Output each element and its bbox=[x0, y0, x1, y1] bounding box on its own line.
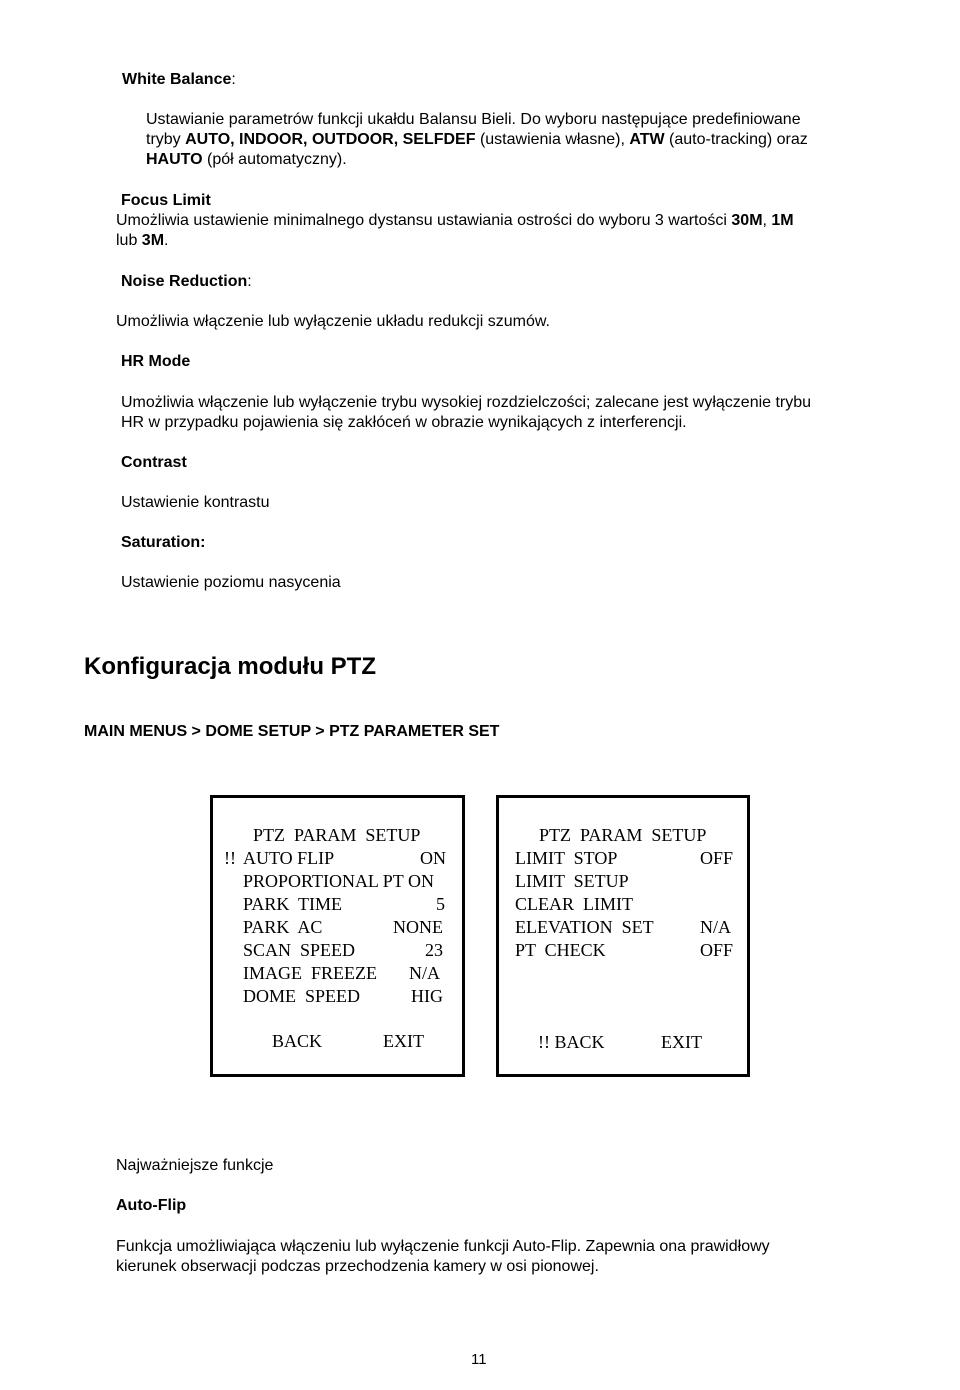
osd-row-value: 5 bbox=[436, 894, 445, 914]
white-balance-line-3: HAUTO (pół automatyczny). bbox=[146, 151, 347, 168]
osd-row-value: HIG bbox=[411, 986, 443, 1006]
osd-row-value: NONE bbox=[393, 917, 443, 937]
osd-exit-item: EXIT bbox=[383, 1031, 424, 1051]
osd-row-marker: !! bbox=[224, 848, 236, 868]
osd-title: PTZ PARAM SETUP bbox=[539, 825, 707, 845]
osd-menu-ptz-param-setup-2 bbox=[496, 795, 750, 1077]
focus-limit-line-1: Umożliwia ustawienie minimalnego dystansu ustawiania ostrości do wyboru 3 wartości 30M, 1M bbox=[116, 212, 794, 229]
osd-row-value: N/A bbox=[409, 963, 440, 983]
osd-row-label: SCAN SPEED bbox=[243, 940, 356, 960]
osd-back-item: BACK bbox=[272, 1031, 323, 1051]
noise-reduction-heading: Noise Reduction: bbox=[121, 273, 252, 290]
section-title: Konfiguracja modułu PTZ bbox=[84, 653, 376, 680]
noise-reduction-text: Umożliwia włączenie lub wyłączenie układu redukcji szumów. bbox=[116, 313, 550, 330]
breadcrumb: MAIN MENUS > DOME SETUP > PTZ PARAMETER SET bbox=[84, 723, 500, 740]
osd-row-value: N/A bbox=[700, 917, 731, 937]
osd-row-label: AUTO FLIP bbox=[243, 848, 335, 868]
page-number: 11 bbox=[471, 1351, 487, 1368]
white-balance-line-1: Ustawianie parametrów funkcji ukałdu Balansu Bieli. Do wyboru następujące predefiniowane bbox=[146, 111, 801, 128]
osd-row-elevation-set bbox=[499, 916, 747, 939]
osd-row-value: OFF bbox=[700, 848, 734, 868]
osd-row-pt-check bbox=[499, 939, 747, 962]
osd-row-value: ON bbox=[420, 848, 446, 868]
osd-title: PTZ PARAM SETUP bbox=[253, 825, 421, 845]
auto-flip-heading: Auto-Flip bbox=[116, 1197, 187, 1214]
white-balance-line-2: tryby AUTO, INDOOR, OUTDOOR, SELFDEF (ustawienia własne), ATW (auto-tracking) oraz bbox=[146, 131, 808, 148]
osd-row-label: IMAGE FREEZE bbox=[243, 963, 377, 983]
focus-limit-heading: Focus Limit bbox=[121, 192, 211, 209]
osd-row-label: PARK TIME bbox=[243, 894, 343, 914]
osd-row-limit-setup bbox=[499, 870, 747, 893]
osd-row-park-time bbox=[213, 893, 462, 916]
osd-row-proportional-pt bbox=[213, 870, 462, 893]
osd-row-label: LIMIT SETUP bbox=[515, 871, 629, 891]
osd-menu-ptz-param-setup-1 bbox=[210, 795, 465, 1077]
osd-row-dome-speed bbox=[213, 985, 462, 1008]
osd-row-label: PT CHECK bbox=[515, 940, 606, 960]
saturation-heading: Saturation: bbox=[121, 534, 206, 551]
contrast-heading: Contrast bbox=[121, 454, 187, 471]
osd-row-park-ac bbox=[213, 916, 462, 939]
contrast-text: Ustawienie kontrastu bbox=[121, 494, 270, 511]
osd-row-label: PROPORTIONAL PT ON bbox=[243, 871, 434, 891]
osd-row-label: PARK AC bbox=[243, 917, 323, 937]
osd-row-label: LIMIT STOP bbox=[515, 848, 618, 868]
osd-row-image-freeze bbox=[213, 962, 462, 985]
white-balance-heading: White Balance: bbox=[122, 71, 236, 88]
osd-row-label: CLEAR LIMIT bbox=[515, 894, 633, 914]
auto-flip-line-2: kierunek obserwacji podczas przechodzenia kamery w osi pionowej. bbox=[116, 1258, 599, 1275]
saturation-text: Ustawienie poziomu nasycenia bbox=[121, 574, 341, 591]
osd-exit-item: EXIT bbox=[661, 1032, 702, 1052]
hr-mode-line-2: HR w przypadku pojawienia się zakłóceń w obrazie wynikających z interferencji. bbox=[121, 414, 687, 431]
osd-row-clear-limit bbox=[499, 893, 747, 916]
osd-row-scan-speed bbox=[213, 939, 462, 962]
main-functions-label: Najważniejsze funkcje bbox=[116, 1157, 274, 1174]
focus-limit-line-2: lub 3M. bbox=[116, 232, 169, 249]
auto-flip-line-1: Funkcja umożliwiająca włączeniu lub wyłączenie funkcji Auto-Flip. Zapewnia ona prawidłowy bbox=[116, 1238, 770, 1255]
osd-row-label: ELEVATION SET bbox=[515, 917, 654, 937]
osd-row-value: 23 bbox=[425, 940, 443, 960]
hr-mode-heading: HR Mode bbox=[121, 353, 191, 370]
osd-row-label: DOME SPEED bbox=[243, 986, 361, 1006]
osd-row-auto-flip bbox=[213, 847, 462, 870]
osd-row-value: OFF bbox=[700, 940, 734, 960]
hr-mode-line-1: Umożliwia włączenie lub wyłączenie trybu wysokiej rozdzielczości; zalecane jest wyłączenie trybu bbox=[121, 394, 812, 411]
osd-row-limit-stop bbox=[499, 847, 747, 870]
osd-back-item: !! BACK bbox=[538, 1032, 605, 1052]
